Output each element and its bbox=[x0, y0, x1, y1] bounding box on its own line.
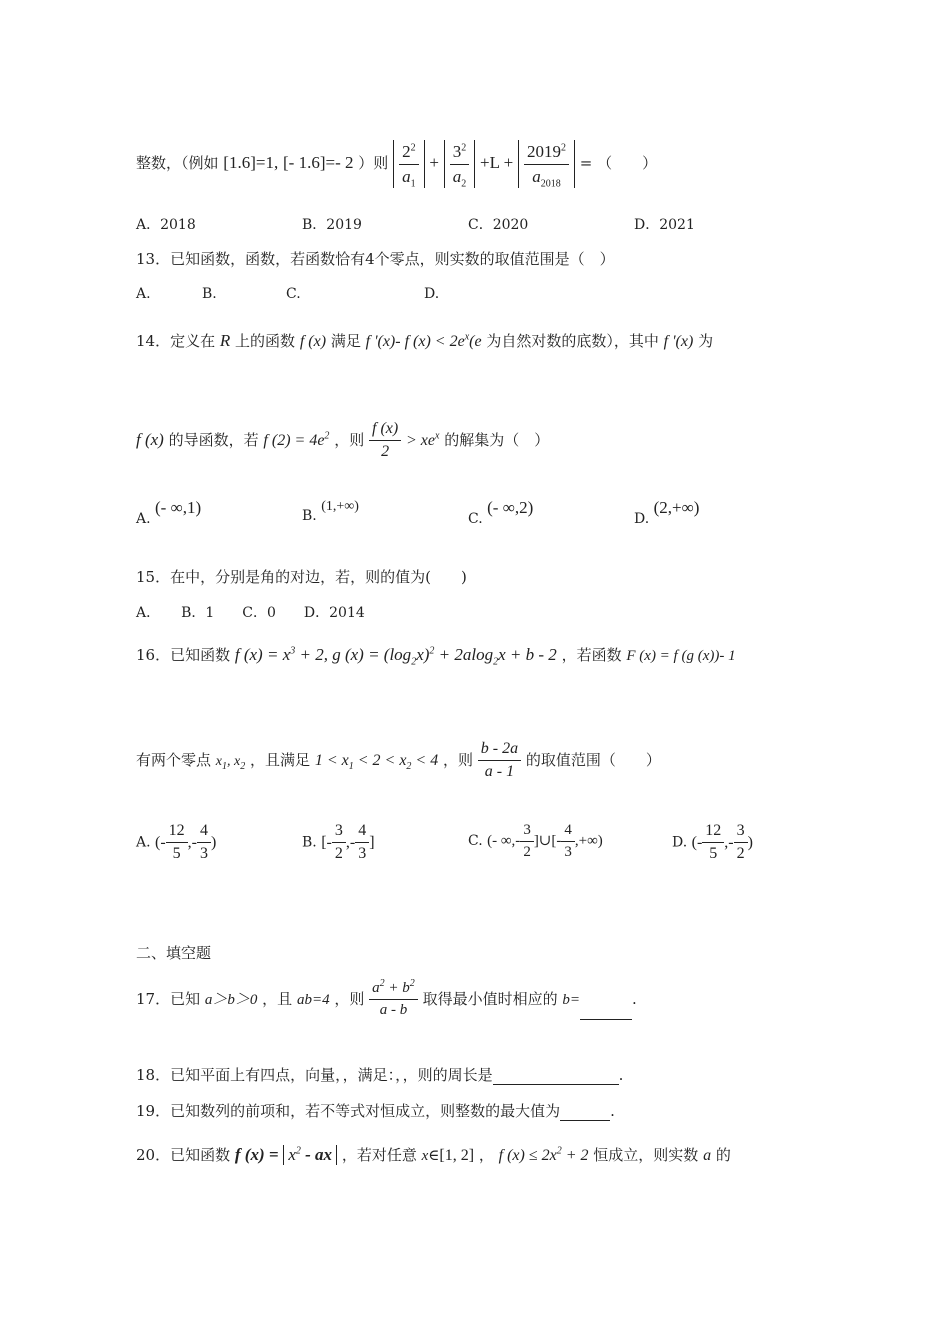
q12-tail: = （ ） bbox=[579, 154, 658, 173]
q13-option-b: B. bbox=[202, 286, 217, 302]
q18-text: 18．已知平面上有四点，向量，，满足：，，则的周长是 bbox=[136, 1066, 493, 1084]
q14-fprime: f '(x) bbox=[663, 333, 694, 350]
q12-line bbox=[136, 140, 657, 188]
q14-gt: > $xe^x$ bbox=[405, 430, 440, 449]
q20-p1: 20．已知函数 bbox=[136, 1146, 231, 1164]
q16-l2-a: 有两个零点 bbox=[136, 750, 212, 769]
q17-line: 17．已知 a＞b＞0 ，且 ab=4 ，则 $\frac{a^2 + b^2}{a - b}$ 取得最小值时相应的 b= . bbox=[136, 978, 637, 1019]
q17-p2: ，且 bbox=[262, 989, 293, 1008]
q14-option-b: B. (1,+∞) bbox=[302, 499, 359, 524]
q20-fx: f (x) = bbox=[234, 1145, 279, 1164]
q13-option-a: A. bbox=[136, 286, 151, 302]
q20-abs: $x^2$ - ax bbox=[283, 1145, 337, 1165]
q14-p2: 上的函数 bbox=[235, 332, 296, 350]
q17-p1: 17．已知 bbox=[136, 989, 201, 1008]
q16-line-1 bbox=[136, 644, 736, 668]
q16-option-c: C. (- ∞,- $\frac{3}{2}$ ]∪[- $\frac{4}{3}$ ,+∞) bbox=[468, 822, 603, 861]
q19-blank bbox=[560, 1120, 610, 1121]
q13-text: 13．已知函数，函数，若函数恰有4个零点，则实数的取值范围是（ ） bbox=[136, 250, 615, 268]
q17-cond: a＞b＞0 bbox=[204, 991, 258, 1008]
q14-p5: 为 bbox=[698, 332, 714, 350]
q16-option-b: B. [- $\frac{3}{2}$ ,- $\frac{4}{3}$ ] bbox=[302, 822, 375, 863]
q16-option-a: A. (- $\frac{12}{5}$ ,- $\frac{4}{3}$ ) bbox=[136, 822, 217, 863]
q17-p4: 取得最小值时相应的 bbox=[422, 989, 558, 1008]
q14-l2-b: ，则 bbox=[334, 430, 365, 449]
section-heading: 二、填空题 bbox=[136, 944, 212, 962]
q16-option-d: D. (- $\frac{12}{5}$ ,- $\frac{3}{2}$ ) bbox=[672, 822, 753, 863]
q14-line-2 bbox=[136, 420, 549, 462]
q14-l2-c: 的解集为（ ） bbox=[444, 430, 550, 449]
q16-l2-b: ，且满足 bbox=[250, 750, 311, 769]
q16-p2: ，若函数 bbox=[561, 646, 622, 664]
q12-term-1: $\frac{2^2}{a_1}$ bbox=[393, 140, 425, 188]
q20-a: a bbox=[703, 1147, 712, 1164]
q20-x-in: x∈ bbox=[421, 1148, 440, 1164]
q14-l2-a: 的导函数，若 bbox=[168, 430, 259, 449]
q16-zeros: $x_1$, $x_2$ bbox=[215, 753, 246, 772]
q14-l2-fx: f (x) bbox=[136, 429, 164, 449]
q20-p5: 的 bbox=[715, 1146, 731, 1164]
q14-fx: f (x) bbox=[299, 333, 327, 350]
q12-option-a: A．2018 bbox=[136, 217, 196, 233]
q16-l2-d: 的取值范围（ ） bbox=[525, 750, 661, 769]
q16-F-def: F (x) = f (g (x))- 1 bbox=[626, 648, 736, 664]
q16-condition: $1 < x_1 < 2 < x_2 < 4$ bbox=[314, 751, 439, 773]
q14-R: R bbox=[219, 331, 231, 350]
q20-p4: 恒成立，则实数 bbox=[593, 1146, 699, 1164]
q14-option-c: C. (- ∞,2) bbox=[468, 498, 534, 527]
q18-blank bbox=[493, 1084, 619, 1085]
q13-option-d: D. bbox=[424, 286, 440, 302]
q19-text: 19．已知数列的前项和，若不等式对恒成立，则整数的最大值为 bbox=[136, 1102, 561, 1120]
q14-option-a: A. (- ∞,1) bbox=[136, 498, 202, 527]
q12-plus: + bbox=[429, 153, 439, 173]
q18-line: 18．已知平面上有四点，向量，，满足：，，则的周长是 . bbox=[136, 1066, 624, 1084]
q12-lead: 整数，（例如 bbox=[136, 154, 219, 173]
q15-options: A． B．1 C．0 D．2014 bbox=[136, 605, 365, 621]
q20-p2: ，若对任意 bbox=[341, 1146, 417, 1164]
q15-text: 15．在中，分别是角的对边，若，则的值为( ) bbox=[136, 568, 467, 586]
q12-example-2: [- 1.6]=- 2 bbox=[283, 153, 354, 173]
q20-interval: [1, 2] bbox=[439, 1147, 475, 1164]
q16-f-def: f $(x) = x^3 + 2$, g $(x) = (\log_2x)^2 + 2alog_2x + b - 2$ bbox=[234, 645, 557, 668]
q12-term-3: $\frac{2019^2}{a_{2018}}$ bbox=[518, 140, 575, 188]
q17-p3: ，则 bbox=[334, 989, 365, 1008]
q12-example-1: [1.6]=1, bbox=[223, 153, 279, 173]
q14-inequality: f '(x)- f $(x) < 2e^x(e$ bbox=[365, 331, 482, 350]
q14-condition: f $(2) = 4e^2$ bbox=[263, 430, 330, 449]
q12-option-b: B．2019 bbox=[302, 217, 362, 233]
q12-term-2: $\frac{3^2}{a_2}$ bbox=[444, 140, 476, 188]
q16-l2-c: ，则 bbox=[443, 750, 474, 769]
q12-ellipsis: +L + bbox=[480, 153, 514, 173]
q17-ab: ab=4 bbox=[296, 991, 330, 1008]
q20-line bbox=[136, 1144, 731, 1165]
q12-close: ）则 bbox=[358, 154, 389, 173]
q16-p1: 16．已知函数 bbox=[136, 646, 231, 664]
q14-p4: 为自然对数的底数），其中 bbox=[486, 332, 659, 350]
q19-line: 19．已知数列的前项和，若不等式对恒成立，则整数的最大值为 . bbox=[136, 1102, 615, 1120]
q14-p1: 14．定义在 bbox=[136, 332, 216, 350]
q14-p3: 满足 bbox=[330, 332, 361, 350]
q17-b: b= bbox=[562, 991, 580, 1008]
q12-option-c: C．2020 bbox=[468, 217, 529, 233]
q16-fraction: $\frac{b - 2a}{a - 1}$ bbox=[478, 740, 521, 782]
q16-line-2 bbox=[136, 740, 661, 782]
q12-option-d: D．2021 bbox=[634, 217, 695, 233]
q20-p3: ， bbox=[478, 1146, 494, 1164]
q14-line-1 bbox=[136, 330, 713, 351]
q13-option-c: C. bbox=[286, 286, 301, 302]
q17-fraction: $\frac{a^2 + b^2}{a - b}$ bbox=[369, 980, 418, 1020]
q17-blank bbox=[580, 1019, 632, 1020]
q20-ineq: f $(x) \le 2x^2 + 2$ bbox=[498, 1145, 589, 1164]
q14-fraction: $\frac{f (x)}{2}$ bbox=[369, 420, 401, 462]
q14-option-d: D. (2,+∞) bbox=[634, 498, 700, 527]
